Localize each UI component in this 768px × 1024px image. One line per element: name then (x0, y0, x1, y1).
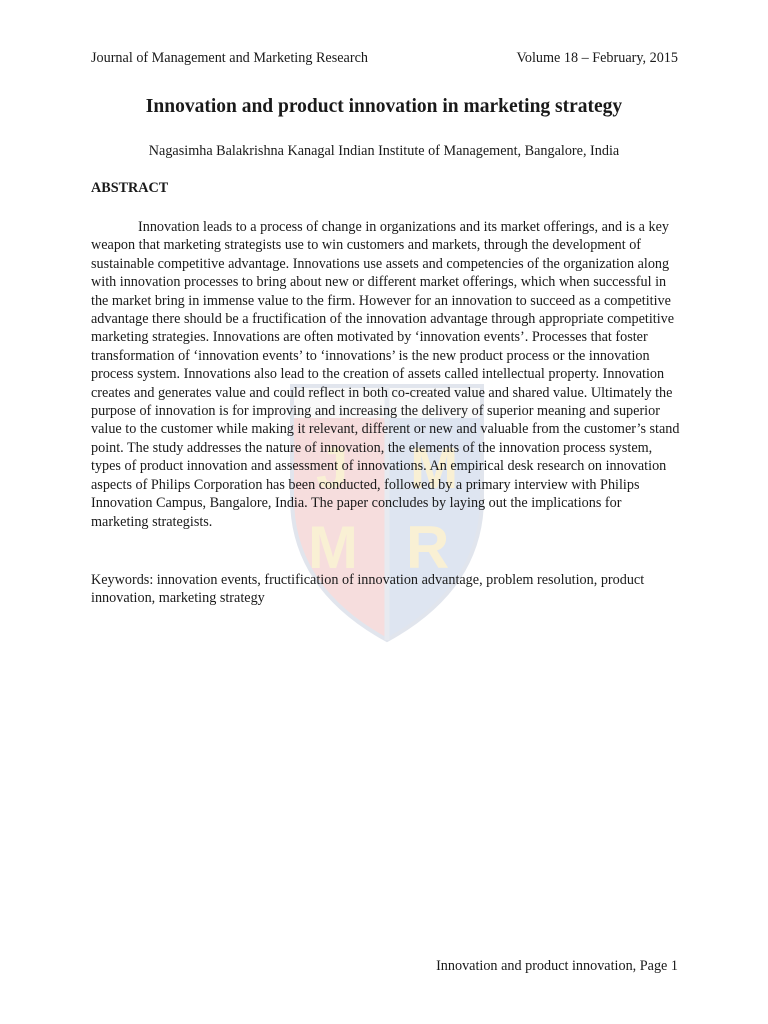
author-affiliation: Nagasimha Balakrishna Kanagal Indian Institute of Management, Bangalore, India (148, 143, 620, 159)
abstract-heading: ABSTRACT (91, 180, 169, 196)
volume-date: Volume 18 – February, 2015 (516, 50, 678, 66)
svg-text:M: M (410, 436, 459, 501)
abstract-body: Innovation leads to a process of change in organizations and its market offerings, and is a key weapon that marketing strategists use to win customers and markets, through the development of sustainable competitive advantage. Innovations use assets and competencies of the organization along with innovation processes to bring about new or different market offerings, which when successful in the market bring in immense value to the firm. However for an innovation to succeed as a competitive advantage there should be a fructification of the innovation advantage through appropriate competitive marketing strategies. Innovations are often motivated by ‘innovation events’. Processes that foster transformation of ‘innovation events’ to ‘innovations’ is the new product process or the innovation process system. Innovations also lead to the creation of assets called intellectual property. Innovation creates and generates value and could reflect in both co-created value and shared value. Ultimately the purpose of innovation is for improving and increasing the delivery of superior meaning and superior value to the customer while making it relevant, different or new and valuable from the customer’s stand point. The study addresses the nature of innovation, the elements of the innovation process system, types of product innovation and assessment of innovations. An empirical desk research on innovation aspects of Philips Corporation has been conducted, followed by a primary interview with Philips Innovation Campus, Bangalore, India. The paper concludes by laying out the implications for marketing strategists. (91, 219, 680, 530)
running-header (91, 50, 678, 67)
keywords: Keywords: innovation events, fructification of innovation advantage, problem resolution, product innovation, marketing strategy (91, 572, 645, 607)
journal-name: Journal of Management and Marketing Research (91, 50, 368, 66)
svg-text:R: R (406, 514, 450, 581)
running-footer: Innovation and product innovation, Page 1 (436, 958, 678, 974)
svg-text:M: M (308, 514, 358, 581)
svg-text:J: J (316, 436, 349, 501)
paper-title: Innovation and product innovation in marketing strategy (145, 96, 623, 117)
